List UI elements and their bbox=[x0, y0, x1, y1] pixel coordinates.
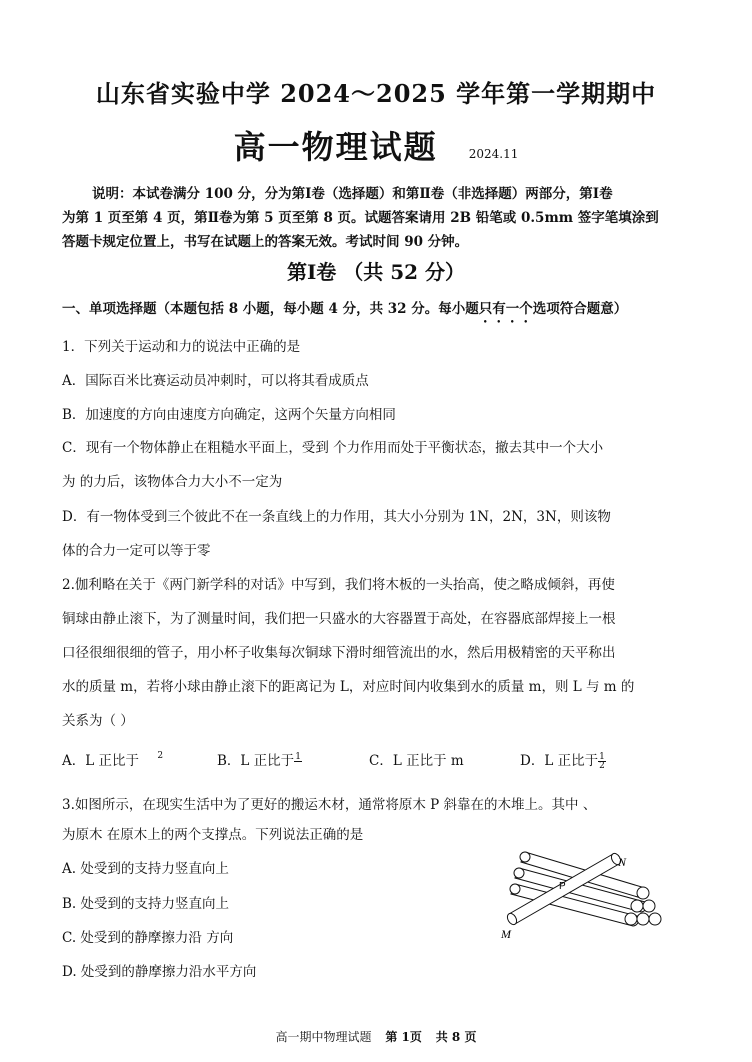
section-title: 第Ⅰ卷 （共 52 分） bbox=[286, 260, 466, 284]
q2-line-2: 铜球由静止滚下，为了测量时间，我们把一只盛水的大容器置于高处，在容器底部焊接上一根 bbox=[62, 611, 616, 627]
q2-option-d-fraction bbox=[598, 753, 606, 770]
q2-option-b-fraction bbox=[294, 753, 302, 770]
page-footer bbox=[0, 1028, 752, 1045]
school-heading: 山东省实验中学 2024～2025 学年第一学期期中 bbox=[95, 79, 657, 108]
exam-date: 2024.11 bbox=[468, 146, 519, 161]
section-heading-suffix: 选项符合题意） bbox=[532, 301, 628, 317]
instructions-line-2: 为第 1 页至第 4 页，第Ⅱ卷为第 5 页至第 8 页。试题答案请用 2B 铅笔或 0.5mm 签字笔填涂到 bbox=[62, 210, 659, 226]
q3-option-d: D. 处受到的静摩擦力沿水平方向 bbox=[62, 964, 257, 980]
q3-option-b: B. 处受到的支持力竖直向上 bbox=[62, 896, 230, 912]
q2-option-b bbox=[217, 749, 302, 770]
instructions-line-1: 说明：本试卷满分 100 分，分为第Ⅰ卷（选择题）和第Ⅱ卷（非选择题）两部分，第Ⅰ卷 bbox=[92, 186, 613, 202]
footer-title: 高一期中物理试题 bbox=[275, 1030, 372, 1044]
q2-option-b-label: B．L 正比于 bbox=[217, 753, 295, 769]
q2-line-3: 口径很细很细的管子，用小杯子收集每次铜球下滑时细管流出的水，然后用极精密的天平称出 bbox=[62, 645, 616, 661]
q2-line-4: 水的质量 m，若将小球由静止滚下的距离记为 L，对应时间内收集到水的质量 m，则 L 与 m 的 bbox=[62, 679, 635, 695]
q2-option-d-denominator: 2 bbox=[599, 761, 605, 771]
footer-total: 共 8 页 bbox=[435, 1030, 477, 1044]
q3-line-1: 3.如图所示，在现实生活中为了更好的搬运木材，通常将原木 P 斜靠在的木堆上。其中 、 bbox=[62, 797, 597, 813]
q1-option-a: A．国际百米比赛运动员冲刺时，可以将其看成质点 bbox=[62, 373, 369, 389]
q2-option-d-numerator: 1 bbox=[599, 752, 605, 762]
section-heading bbox=[62, 297, 627, 326]
section-heading-emphasis: 只有一个 bbox=[478, 301, 533, 317]
fig-label-n: N bbox=[618, 855, 627, 869]
footer-page: 第 1页 bbox=[385, 1030, 422, 1044]
q2-option-c: C．L 正比于 m bbox=[369, 753, 464, 769]
q2-option-d bbox=[520, 749, 606, 770]
section-heading-prefix: 一、单项选择题（本题包括 8 小题，每小题 4 分，共 32 分。每小题 bbox=[62, 301, 479, 317]
log-pile-figure bbox=[495, 840, 680, 945]
q2-option-a bbox=[62, 749, 163, 769]
q2-line-5: 关系为（ ） bbox=[62, 713, 134, 729]
q2-line-1: 2.伽利略在关于《两门新学科的对话》中写到，我们将木板的一头抬高，使之略成倾斜，再使 bbox=[62, 577, 615, 593]
q3-option-c: C. 处受到的静摩擦力沿 方向 bbox=[62, 930, 234, 946]
instructions-line-3: 答题卡规定位置上，书写在试题上的答案无效。考试时间 90 分钟。 bbox=[62, 234, 469, 250]
fig-label-p: P bbox=[559, 881, 566, 892]
q2-option-d-label: D．L 正比于 bbox=[520, 753, 599, 769]
q1-option-d-line-1: D．有一物体受到三个彼此不在一条直线上的力作用，其大小分别为 1N，2N，3N，则该物 bbox=[62, 509, 611, 525]
exam-title: 高一物理试题 bbox=[233, 128, 438, 166]
q3-option-a: A. 处受到的支持力竖直向上 bbox=[62, 861, 229, 877]
q1-option-d-line-2: 体的合力一定可以等于零 bbox=[62, 543, 211, 559]
q2-option-a-exponent: 2 bbox=[157, 751, 164, 761]
q1-option-c-line-2: 为 的力后，该物体合力大小不一定为 bbox=[62, 474, 283, 490]
q1-option-b: B．加速度的方向由速度方向确定，这两个矢量方向相同 bbox=[62, 407, 396, 423]
q2-option-a-label: A．L 正比于 bbox=[62, 753, 140, 769]
title-row bbox=[0, 122, 752, 168]
fig-label-m: M bbox=[501, 927, 511, 941]
q3-line-2: 为原木 在原木上的两个支撑点。下列说法正确的是 bbox=[62, 827, 364, 843]
q1-stem: 1．下列关于运动和力的说法中正确的是 bbox=[62, 339, 301, 355]
q2-option-b-numerator: 1 bbox=[295, 752, 301, 762]
q1-option-c-line-1: C．现有一个物体静止在粗糙水平面上，受到 个力作用而处于平衡状态，撤去其中一个大小 bbox=[62, 440, 604, 456]
